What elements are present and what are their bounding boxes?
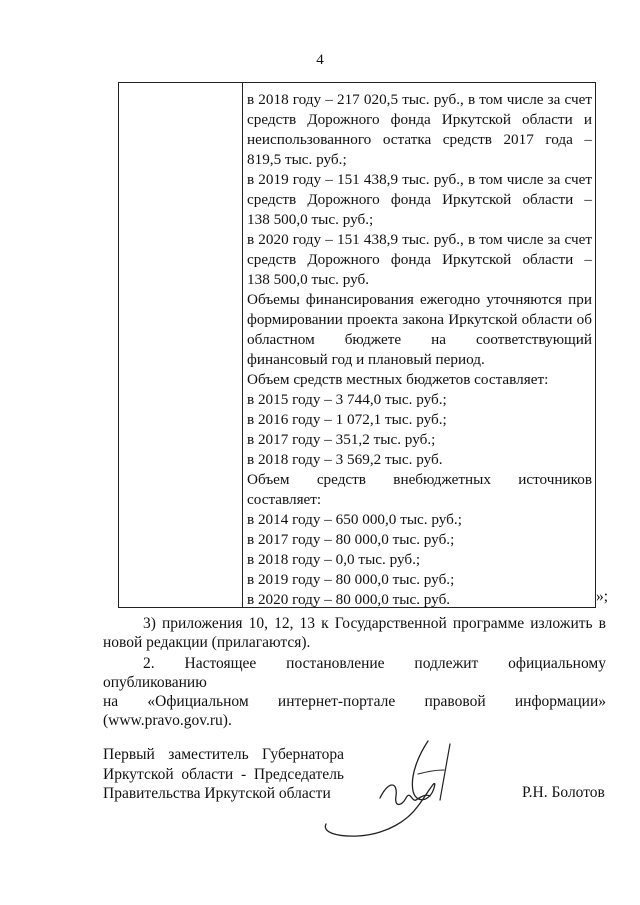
table-line: в 2015 году – 3 744,0 тыс. руб.; — [247, 391, 447, 408]
table-column-divider — [242, 83, 243, 607]
table-line: Объем средств местных бюджетов составляет: — [247, 371, 549, 388]
table-line: в 2019 году – 151 438,9 тыс. руб., в том числе за счет — [247, 171, 592, 188]
program-table — [118, 82, 596, 608]
table-line: в 2017 году – 80 000,0 тыс. руб.; — [247, 531, 455, 548]
item-2-paragraph — [103, 654, 606, 730]
item-2-line: на «Официальном интернет-портале правовой информации» — [103, 693, 606, 710]
table-text-cell — [247, 90, 592, 610]
signer-title-line: Правительства Иркутской области — [103, 785, 331, 802]
table-line: в 2018 году – 0,0 тыс. руб.; — [247, 551, 421, 568]
table-line: Объем средств внебюджетных источников — [247, 471, 592, 488]
table-line: 819,5 тыс. руб.; — [247, 151, 347, 168]
item-3-line: новой редакции (прилагаются). — [103, 634, 311, 651]
item-2-line: 2. Настоящее постановление подлежит официальному опубликованию — [103, 655, 606, 691]
signer-title-line: Первый заместитель Губернатора — [103, 746, 344, 763]
table-line: Объемы финансирования ежегодно уточняются при — [247, 291, 592, 308]
table-line: в 2016 году – 1 072,1 тыс. руб.; — [247, 411, 447, 428]
table-line: средств Дорожного фонда Иркутской области и — [247, 111, 592, 128]
table-line: в 2018 году – 3 569,2 тыс. руб. — [247, 451, 443, 468]
table-line: средств Дорожного фонда Иркутской области – — [247, 251, 592, 268]
table-line: областном бюджете на соответствующий — [247, 331, 592, 348]
table-line: 138 500,0 тыс. руб.; — [247, 211, 374, 228]
table-line: в 2014 году – 650 000,0 тыс. руб.; — [247, 511, 462, 528]
item-2-line: (www.pravo.gov.ru). — [103, 712, 232, 729]
page-number: 4 — [316, 52, 324, 68]
item-3-line: 3) приложения 10, 12, 13 к Государственной программе изложить в — [143, 615, 606, 632]
table-line: в 2019 году – 80 000,0 тыс. руб.; — [247, 571, 455, 588]
table-line: в 2020 году – 151 438,9 тыс. руб., в том числе за счет — [247, 231, 592, 248]
table-line: неиспользованного остатка средств 2017 года – — [247, 131, 592, 148]
table-line: в 2017 году – 351,2 тыс. руб.; — [247, 431, 436, 448]
signer-name: Р.Н. Болотов — [522, 784, 605, 801]
item-3-paragraph — [103, 614, 606, 652]
signer-title-line: Иркутской области - Председатель — [103, 765, 344, 783]
handwritten-signature — [318, 736, 498, 846]
table-line: 138 500,0 тыс. руб. — [247, 271, 370, 288]
table-line: в 2020 году – 80 000,0 тыс. руб. — [247, 591, 451, 608]
table-closing-quote: »; — [596, 588, 609, 605]
table-line: средств Дорожного фонда Иркутской области – — [247, 191, 592, 208]
table-line: финансовый год и плановый период. — [247, 351, 485, 368]
table-line: формировании проекта закона Иркутской области об — [247, 311, 592, 328]
signer-title — [103, 745, 344, 804]
table-line: в 2018 году – 217 020,5 тыс. руб., в том числе за счет — [247, 91, 592, 108]
table-line: составляет: — [247, 491, 322, 508]
